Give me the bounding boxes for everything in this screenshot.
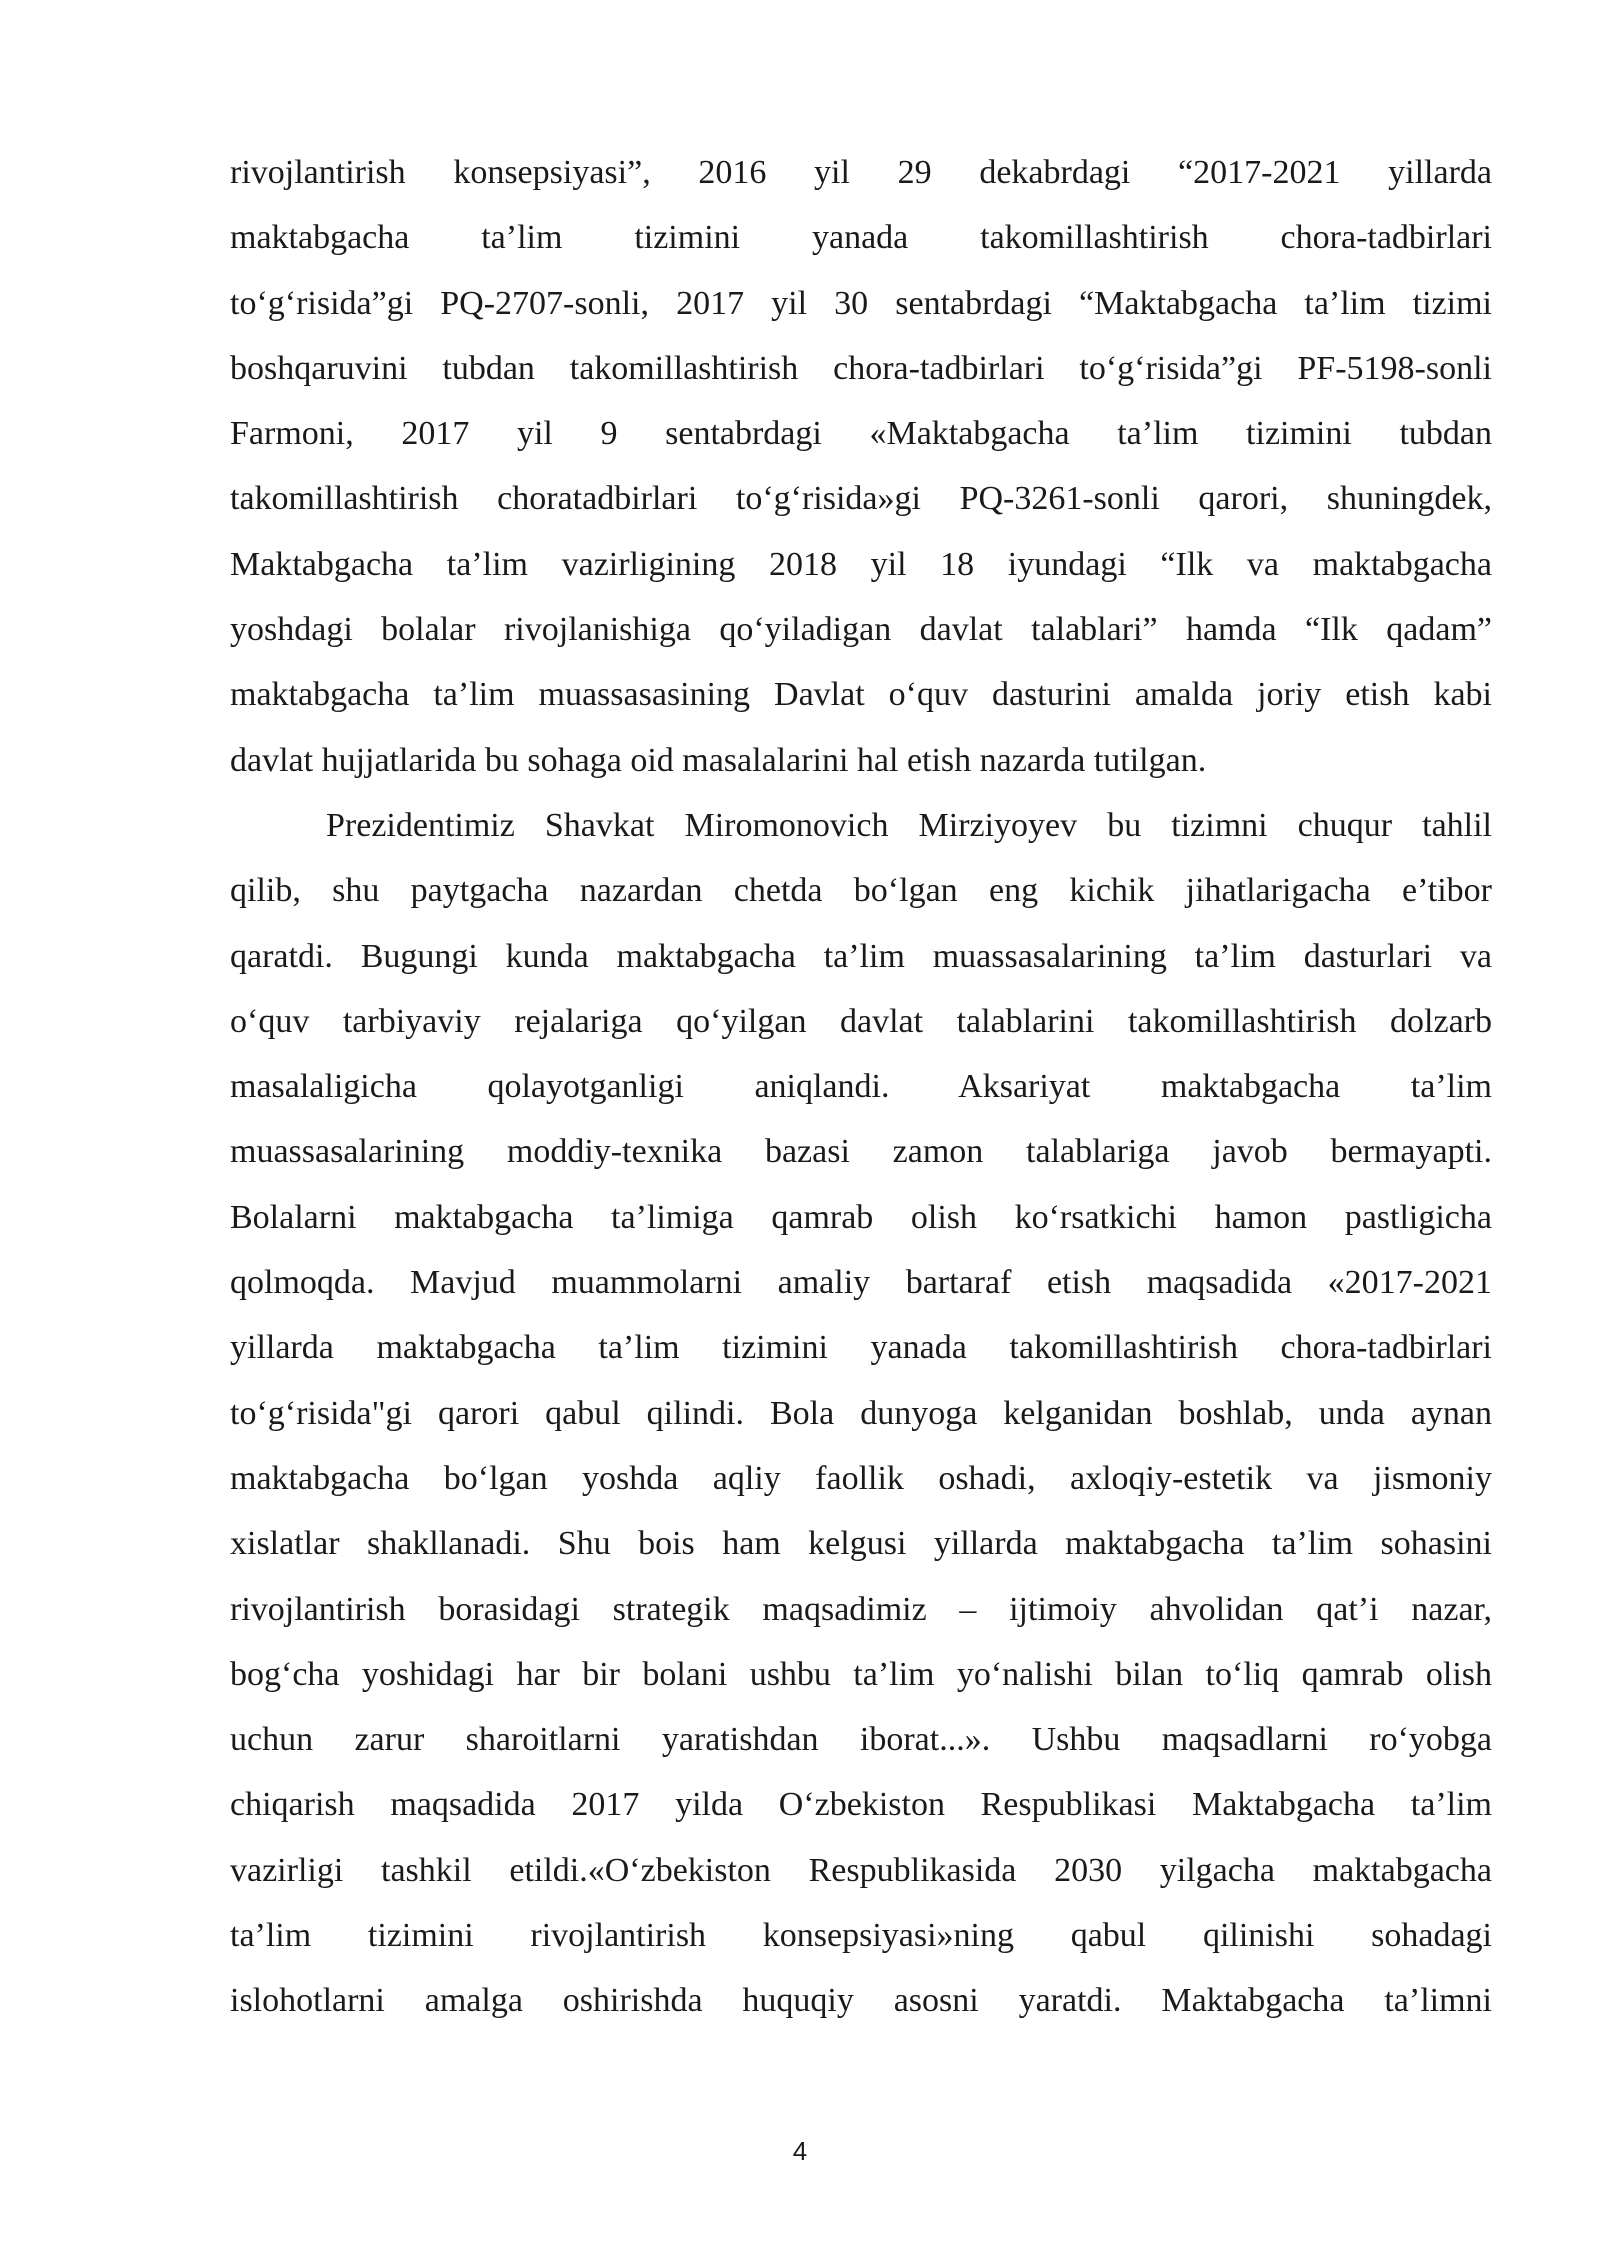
text-line: ta’lim tizimini rivojlantirish konsepsiyasi»ning qabul qilinishi sohadagi — [230, 1917, 1492, 1955]
text-line: Maktabgacha ta’lim vazirligining 2018 yil 18 iyundagi “Ilk va maktabgacha — [230, 545, 1492, 583]
text-line: qolmoqda. Mavjud muammolarni amaliy bartaraf etish maqsadida «2017-2021 — [230, 1264, 1492, 1302]
page-number: 4 — [792, 2136, 808, 2166]
text-line: davlat hujjatlarida bu sohaga oid masalalarini hal etish nazarda tutilgan. — [230, 741, 1207, 779]
text-line: bog‘cha yoshidagi har bir bolani ushbu ta’lim yo‘nalishi bilan to‘liq qamrab olish — [230, 1655, 1492, 1693]
text-line: Prezidentimiz Shavkat Miromonovich Mirziyoyev bu tizimni chuqur tahlil — [326, 806, 1492, 844]
text-line: Farmoni, 2017 yil 9 sentabrdagi «Maktabgacha ta’lim tizimini tubdan — [230, 415, 1492, 453]
text-line: maktabgacha bo‘lgan yoshda aqliy faollik oshadi, axloqiy-estetik va jismoniy — [230, 1459, 1492, 1497]
text-line: o‘quv tarbiyaviy rejalariga qo‘yilgan davlat talablarini takomillashtirish dolzarb — [230, 1002, 1492, 1040]
text-line: maktabgacha ta’lim tizimini yanada takomillashtirish chora-tadbirlari — [230, 219, 1492, 257]
text-line: boshqaruvini tubdan takomillashtirish chora-tadbirlari to‘g‘risida”gi PF-5198-sonli — [230, 349, 1492, 387]
text-line: islohotlarni amalga oshirishda huquqiy asosni yaratdi. Maktabgacha ta’limni — [230, 1982, 1492, 2020]
paragraph-1 — [230, 140, 1492, 793]
text-line: takomillashtirish choratadbirlari to‘g‘risida»gi PQ-3261-sonli qarori, shuningdek, — [230, 480, 1492, 518]
text-line: yillarda maktabgacha ta’lim tizimini yanada takomillashtirish chora-tadbirlari — [230, 1329, 1492, 1367]
text-line: qilib, shu paytgacha nazardan chetda bo‘lgan eng kichik jihatlarigacha e’tibor — [230, 872, 1492, 910]
text-line: masalaligicha qolayotganligi aniqlandi. Aksariyat maktabgacha ta’lim — [230, 1068, 1492, 1106]
text-line: vazirligi tashkil etildi.«O‘zbekiston Respublikasida 2030 yilgacha maktabgacha — [230, 1851, 1492, 1889]
text-line: Bolalarni maktabgacha ta’limiga qamrab olish ko‘rsatkichi hamon pastligicha — [230, 1198, 1492, 1236]
text-line: yoshdagi bolalar rivojlanishiga qo‘yiladigan davlat talablari” hamda “Ilk qadam” — [230, 611, 1492, 649]
text-line: xislatlar shakllanadi. Shu bois ham kelgusi yillarda maktabgacha ta’lim sohasini — [230, 1525, 1492, 1563]
text-line: to‘g‘risida”gi PQ-2707-sonli, 2017 yil 30 sentabrdagi “Maktabgacha ta’lim tizimi — [230, 284, 1492, 322]
paragraph-2 — [230, 793, 1492, 2034]
text-line: muassasalarining moddiy-texnika bazasi zamon talablariga javob bermayapti. — [230, 1133, 1492, 1171]
text-line: maktabgacha ta’lim muassasasining Davlat o‘quv dasturini amalda joriy etish kabi — [230, 676, 1492, 714]
body-text — [230, 140, 1492, 2034]
text-line: uchun zarur sharoitlarni yaratishdan iborat...». Ushbu maqsadlarni ro‘yobga — [230, 1721, 1492, 1759]
text-line: qaratdi. Bugungi kunda maktabgacha ta’lim muassasalarining ta’lim dasturlari va — [230, 937, 1492, 975]
text-line: rivojlantirish konsepsiyasi”, 2016 yil 29 dekabrdagi “2017-2021 yillarda — [230, 154, 1492, 191]
text-line: chiqarish maqsadida 2017 yilda O‘zbekiston Respublikasi Maktabgacha ta’lim — [230, 1786, 1492, 1824]
text-line: to‘g‘risida"gi qarori qabul qilindi. Bola dunyoga kelganidan boshlab, unda aynan — [230, 1394, 1492, 1432]
text-line: rivojlantirish borasidagi strategik maqsadimiz – ijtimoiy ahvolidan qat’i nazar, — [230, 1590, 1492, 1628]
